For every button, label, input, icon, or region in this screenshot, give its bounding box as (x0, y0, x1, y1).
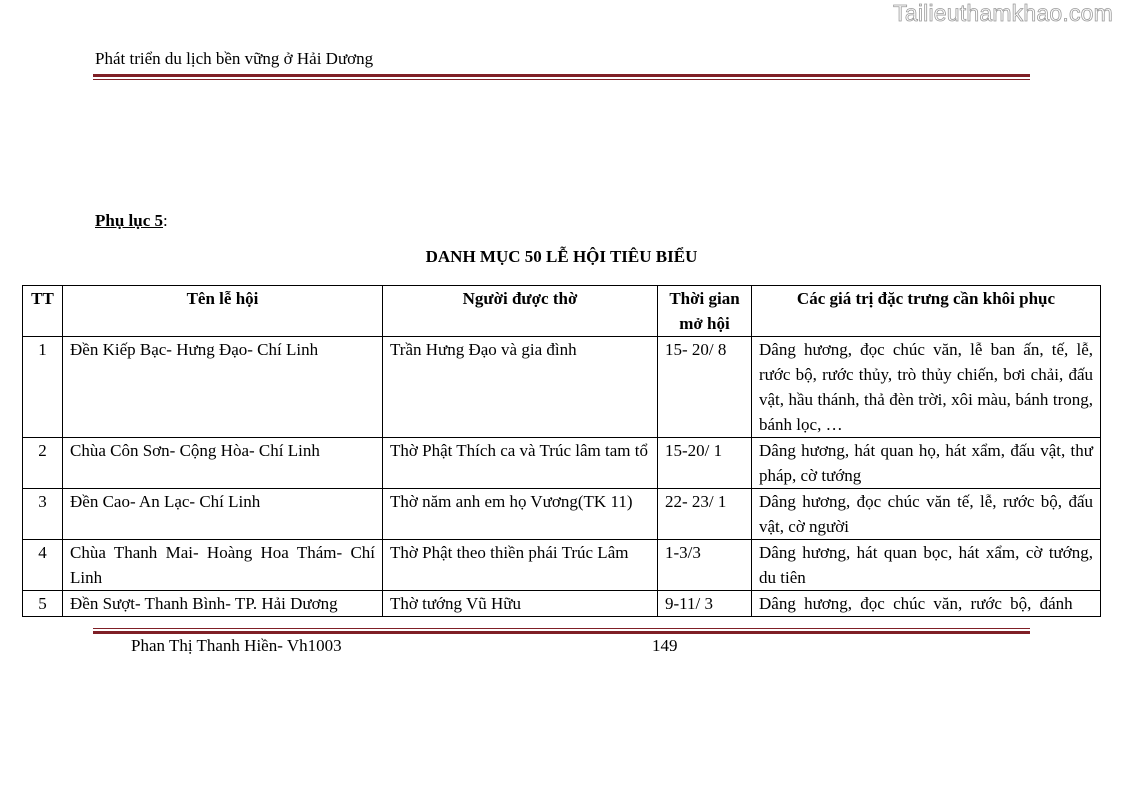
cell-worshipped: Thờ năm anh em họ Vương(TK 11) (383, 489, 658, 540)
cell-tt: 3 (23, 489, 63, 540)
page-number: 149 (652, 636, 678, 655)
table-row (23, 489, 1101, 540)
table-row (23, 540, 1101, 591)
watermark-text: Tailieuthamkhao.com (893, 0, 1113, 26)
appendix-colon: : (163, 211, 168, 230)
cell-tt: 1 (23, 337, 63, 438)
cell-time: 22- 23/ 1 (658, 489, 752, 540)
appendix-heading (95, 211, 168, 231)
festival-table (22, 285, 1101, 617)
appendix-label: Phụ lục 5 (95, 211, 164, 230)
footer-author: Phan Thị Thanh Hiền- Vh1003 (131, 636, 342, 655)
cell-values: Dâng hương, đọc chúc văn tế, lễ, rước bộ, đấu vật, cờ người (752, 489, 1101, 540)
column-header-time: Thời gian mở hội (658, 286, 752, 337)
list-title: DANH MỤC 50 LỄ HỘI TIÊU BIỂU (425, 247, 698, 266)
column-header-values: Các giá trị đặc trưng cần khôi phục (752, 286, 1101, 337)
cell-tt: 2 (23, 438, 63, 489)
header-rule (93, 74, 1030, 80)
table-row (23, 591, 1101, 617)
column-header-worshipped: Người được thờ (383, 286, 658, 337)
table-row (23, 337, 1101, 438)
cell-worshipped: Trần Hưng Đạo và gia đình (383, 337, 658, 438)
cell-time: 1-3/3 (658, 540, 752, 591)
table-row (23, 438, 1101, 489)
cell-festival-name: Đền Kiếp Bạc- Hưng Đạo- Chí Linh (63, 337, 383, 438)
cell-worshipped: Thờ Phật Thích ca và Trúc lâm tam tổ (383, 438, 658, 489)
cell-values: Dâng hương, hát quan họ, hát xẩm, đấu vật, thư pháp, cờ tướng (752, 438, 1101, 489)
cell-values: Dâng hương, đọc chúc văn, lễ ban ấn, tế, lễ, rước bộ, rước thủy, trò thủy chiến, bơi chải, đấu vật, hầu thánh, thả đèn trời, xôi màu, bánh trong, bánh lọc, … (752, 337, 1101, 438)
cell-festival-name: Chùa Côn Sơn- Cộng Hòa- Chí Linh (63, 438, 383, 489)
cell-time: 15- 20/ 8 (658, 337, 752, 438)
table-header-row (23, 286, 1101, 337)
cell-festival-name: Đền Cao- An Lạc- Chí Linh (63, 489, 383, 540)
cell-values: Dâng hương, hát quan bọc, hát xẩm, cờ tướng, du tiên (752, 540, 1101, 591)
footer-rule (93, 628, 1030, 634)
cell-festival-name: Đền Sượt- Thanh Bình- TP. Hải Dương (63, 591, 383, 617)
column-header-tt: TT (23, 286, 63, 337)
cell-worshipped: Thờ Phật theo thiền phái Trúc Lâm (383, 540, 658, 591)
cell-tt: 5 (23, 591, 63, 617)
cell-festival-name: Chùa Thanh Mai- Hoàng Hoa Thám- Chí Linh (63, 540, 383, 591)
cell-values: Dâng hương, đọc chúc văn, rước bộ, đánh (752, 591, 1101, 617)
cell-worshipped: Thờ tướng Vũ Hữu (383, 591, 658, 617)
cell-time: 15-20/ 1 (658, 438, 752, 489)
column-header-festival-name: Tên lễ hội (63, 286, 383, 337)
cell-time: 9-11/ 3 (658, 591, 752, 617)
running-header-title: Phát triển du lịch bền vững ở Hải Dương (95, 49, 374, 68)
cell-tt: 4 (23, 540, 63, 591)
